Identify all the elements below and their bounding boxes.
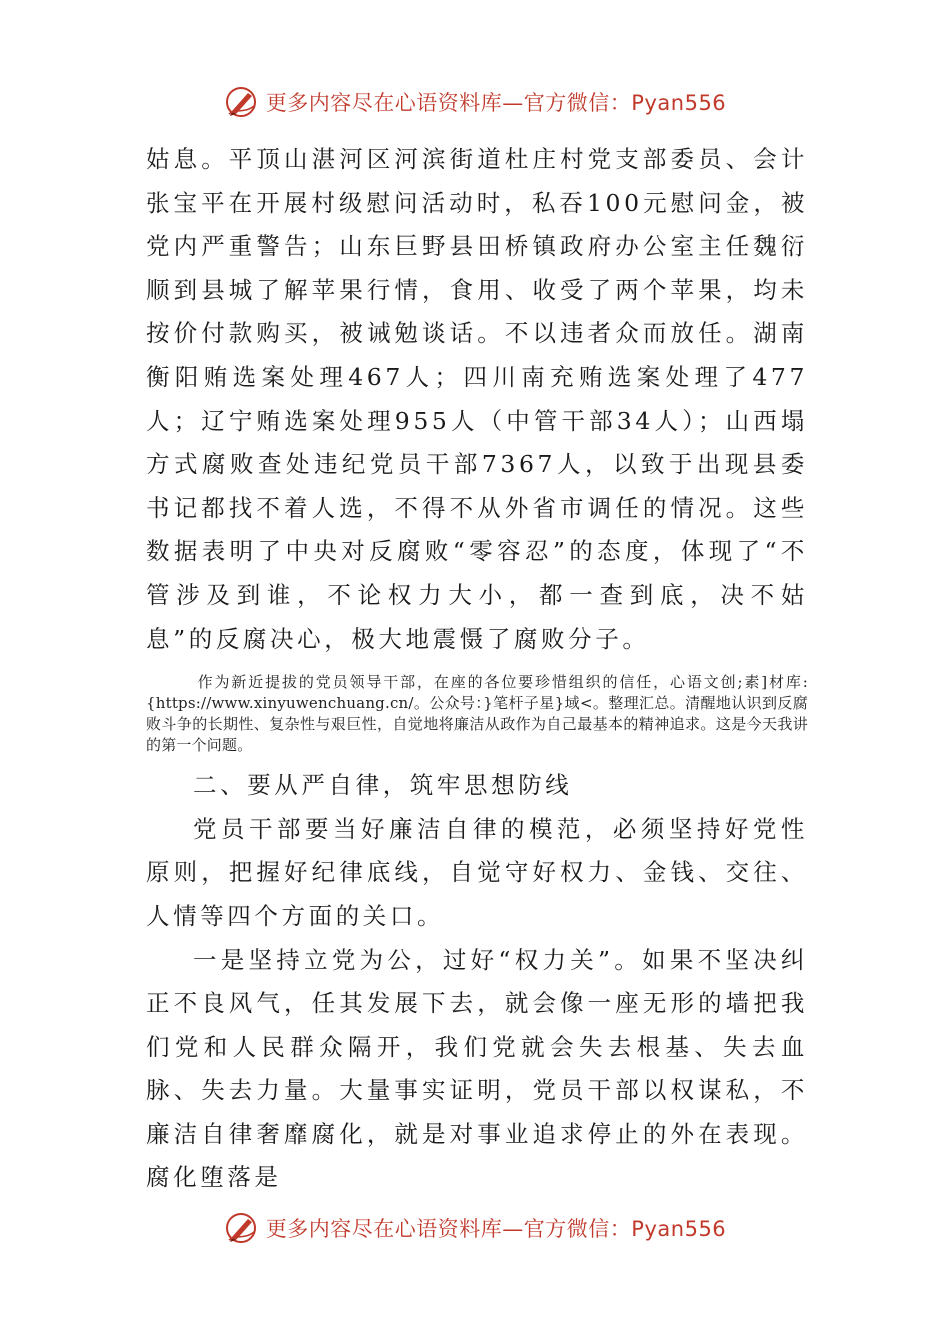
paragraph-corruption-cases: 姑息。平顶山湛河区河滨街道杜庄村党支部委员、会计张宝平在开展村级慰问活动时，私吞100元慰问金，被党内严重警告；山东巨野县田桥镇政府办公室主任魏衍顺到县城了解苹果行情，食用、收受了两个苹果，均未按价付款购买，被诫勉谈话。不以违者众而放任。湖南衡阳贿选案处理467人；四川南充贿选案处理了477人；辽宁贿选案处理955人（中管干部34人）；山西塌方式腐败查处违纪党员干部7367人，以致于出现县委书记都找不着人选，不得不从外省市调任的情况。这些数据表明了中央对反腐败“零容忍”的态度，体现了“不管涉及到谁，不论权力大小，都一查到底，决不姑息”的反腐决心，极大地震慑了腐败分子。 (146, 145, 808, 653)
pen-logo-icon (224, 84, 260, 120)
paragraph-self-discipline: 党员干部要当好廉洁自律的模范，必须坚持好党性原则，把握好纪律底线，自觉守好权力、金钱、交往、人情等四个方面的关口。 (146, 814, 808, 930)
section-heading: 二、要从严自律，筑牢思想防线 (193, 771, 573, 800)
note-text: 作为新近提拔的党员领导干部，在座的各位要珍惜组织的信任，心语文创;素]材库:{https://www.xinyuwenchuang.cn/。公众号：}笔杆子星}域<。整理汇总。清醒地认识到反腐败斗争的长期性、复杂性与艰巨性，自觉地将廉洁从政作为自己最基本的精神追求。这是今天我讲的第一个问题。 (146, 673, 808, 755)
footer-banner (0, 1208, 950, 1248)
header-banner-text: 更多内容尽在心语资料库—官方微信：Pyan556 (265, 91, 727, 115)
document-body (146, 138, 808, 1200)
header-banner (0, 82, 950, 122)
footer-banner-text: 更多内容尽在心语资料库—官方微信：Pyan556 (265, 1217, 727, 1241)
pen-logo-icon (224, 1210, 260, 1246)
paragraph-power-gate: 一是坚持立党为公，过好“权力关”。如果不坚决纠正不良风气，任其发展下去，就会像一座无形的墙把我们党和人民群众隔开，我们党就会失去根基、失去血脉、失去力量。大量事实证明，党员干部以权谋私，不廉洁自律奢靡腐化，就是对事业追求停止的外在表现。腐化堕落是 (146, 945, 808, 1192)
paragraph-note (146, 672, 808, 756)
